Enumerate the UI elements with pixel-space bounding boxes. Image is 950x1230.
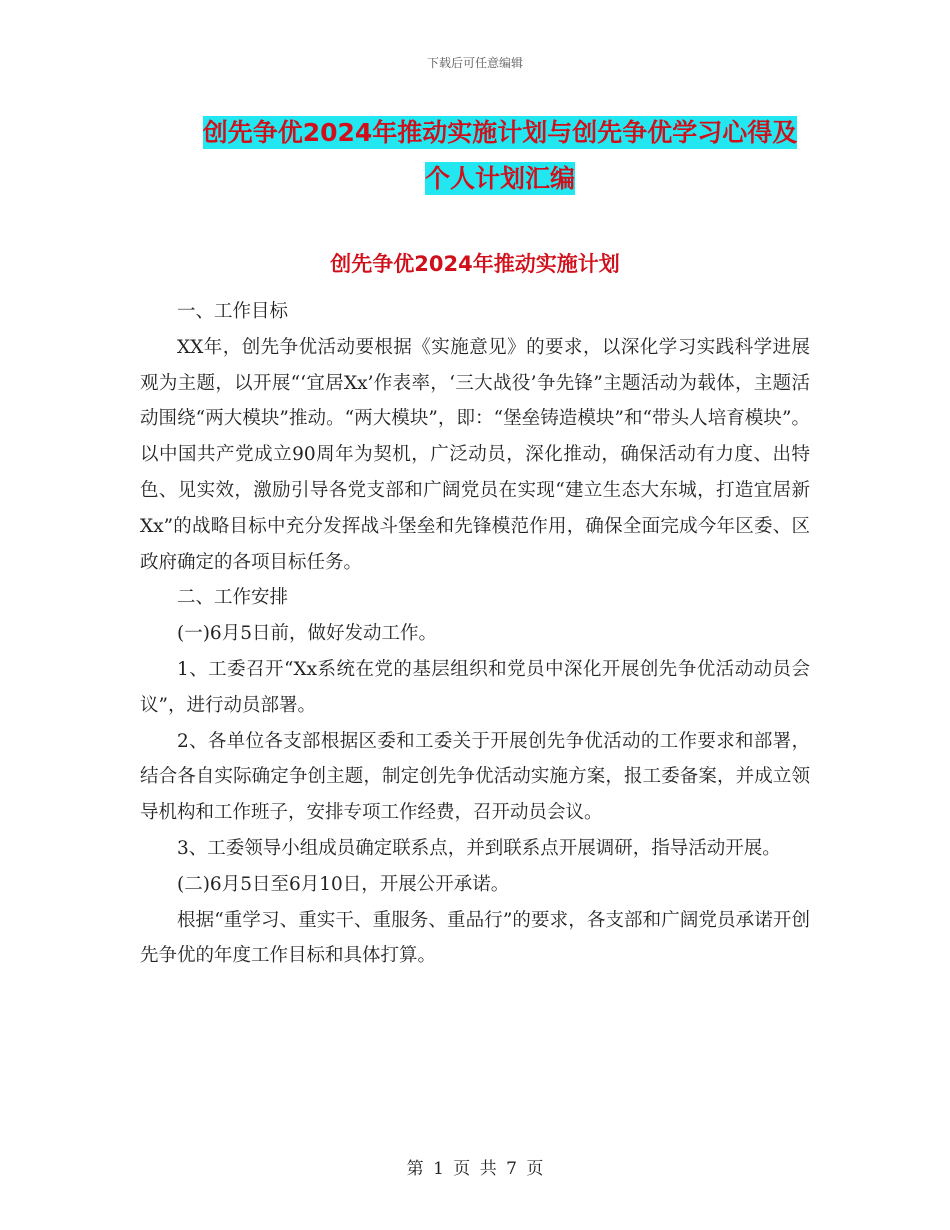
paragraph: (一)6月5日前，做好发动工作。 <box>177 623 437 645</box>
paragraph: (二)6月5日至6月10日，开展公开承诺。 <box>177 873 510 895</box>
document-title <box>140 110 860 202</box>
paragraph: XX年，创先争优活动要根据《实施意见》的要求，以深化学习实践科学进展观为主题，以开展“‘宜居Xx’作表率，‘三大战役’争先锋”主题活动为载体，主题活动围绕“两大模块”推动。“两大模块”，即：“堡垒铸造模块”和“带头人培育模块”。以中国共产党成立90周年为契机，广泛动员，深化推动，确保活动有力度、出特色、见实效，激励引导各党支部和广阔党员在实现“建立生态大东城，打造宜居新Xx”的战略目标中充分发挥战斗堡垒和先锋模范作用，确保全面完成今年区委、区政府确定的各项目标任务。 <box>140 336 810 573</box>
paragraph-heading-goals: 一、工作目标 <box>177 301 289 322</box>
page-number-footer: 第 1 页 共 7 页 <box>406 1159 544 1179</box>
paragraph: 2、各单位各支部根据区委和工委关于开展创先争优活动的工作要求和部署，结合各自实际确定争创主题，制定创先争优活动实施方案，报工委备案，并成立领导机构和工作班子，安排专项工作经费，召开动员会议。 <box>140 730 810 824</box>
document-title-line-2: 个人计划汇编 <box>424 164 575 193</box>
section-title: 创先争优2024年推动实施计划 <box>330 252 620 276</box>
paragraph: 1、工委召开“Xx系统在党的基层组织和党员中深化开展创先争优活动动员会议”，进行动员部署。 <box>140 658 810 716</box>
paragraph: 3、工委领导小组成员确定联系点，并到联系点开展调研，指导活动开展。 <box>177 837 781 859</box>
document-title-line-1: 创先争优2024年推动实施计划与创先争优学习心得及 <box>202 118 798 147</box>
paragraph: 根据“重学习、重实干、重服务、重品行”的要求，各支部和广阔党员承诺开创先争优的年度工作目标和具体打算。 <box>140 909 810 967</box>
page-header-note: 下载后可任意编辑 <box>426 56 523 70</box>
document-body <box>140 294 810 974</box>
paragraph-heading-arrangement: 二、工作安排 <box>177 587 289 609</box>
